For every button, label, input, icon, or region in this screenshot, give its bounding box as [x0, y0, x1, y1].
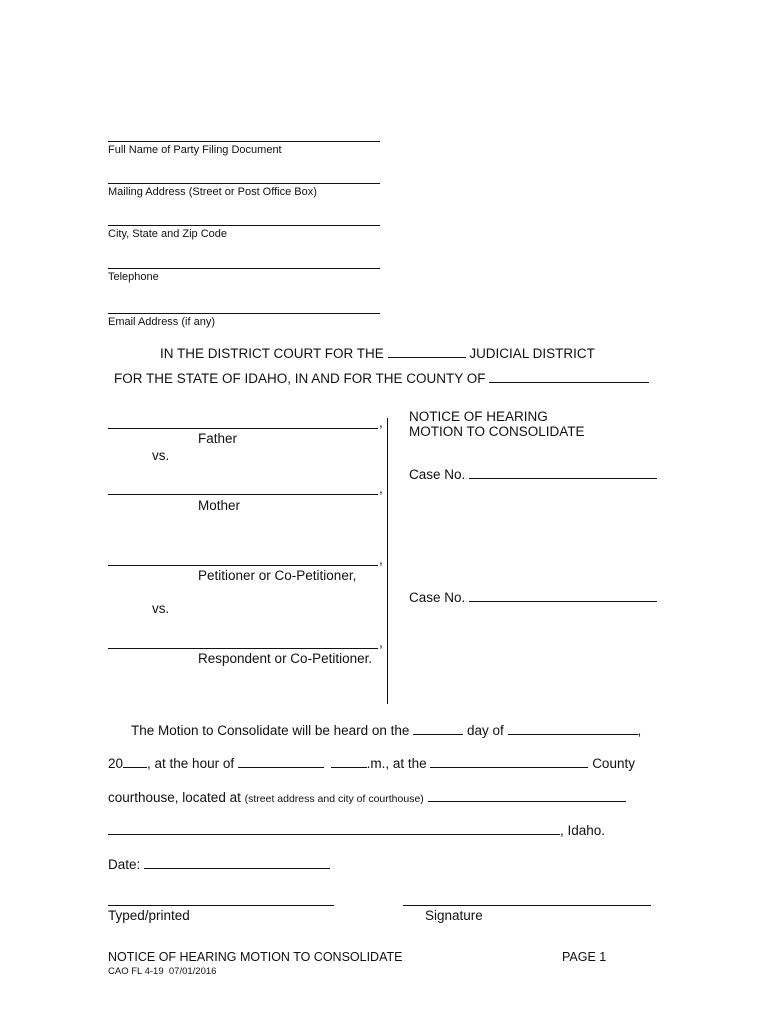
petitioner-label: Petitioner or Co-Petitioner, [198, 568, 357, 583]
case-no-1 [409, 467, 657, 482]
mother-label: Mother [198, 498, 241, 513]
hearing-text-3b: (street address and city of courthouse) [244, 793, 424, 805]
hearing-text-1c: , [637, 723, 642, 738]
hearing-text-1a: The Motion to Consolidate will be heard on the [131, 723, 410, 738]
hearing-county-blank[interactable] [430, 766, 588, 768]
court-line-2-text: FOR THE STATE OF IDAHO, IN AND FOR THE COUNTY OF [114, 371, 486, 386]
court-line-1 [160, 346, 595, 361]
mailing-address-line[interactable] [108, 183, 380, 184]
typed-printed-label: Typed/printed [108, 908, 190, 923]
hearing-year-blank[interactable] [123, 766, 147, 768]
footer-page: PAGE 1 [562, 950, 607, 964]
footer-title: NOTICE OF HEARING MOTION TO CONSOLIDATE [108, 950, 403, 964]
court-line-1-end: JUDICIAL DISTRICT [469, 346, 595, 361]
respondent-name-line[interactable] [108, 648, 378, 649]
signature-label: Signature [425, 908, 483, 923]
full-name-label: Full Name of Party Filing Document [108, 144, 282, 156]
case-no-2 [409, 590, 657, 605]
hearing-month-blank[interactable] [508, 733, 638, 735]
vs-label-2: vs. [152, 601, 170, 616]
court-line-2 [114, 371, 649, 386]
petitioner-name-line[interactable] [108, 565, 378, 566]
hearing-line-2 [108, 756, 635, 771]
hearing-hour-blank[interactable] [238, 766, 324, 768]
date-blank[interactable] [144, 867, 330, 869]
hearing-text-2b: , at the hour of [147, 756, 235, 771]
respondent-label: Respondent or Co-Petitioner. [198, 651, 373, 666]
caption-divider [387, 418, 388, 704]
city-state-zip-label: City, State and Zip Code [108, 228, 228, 240]
telephone-line[interactable] [108, 268, 380, 269]
hearing-text-2d: County [592, 756, 635, 771]
email-line[interactable] [108, 313, 380, 314]
district-blank[interactable] [388, 356, 466, 358]
mother-name-line[interactable] [108, 494, 378, 495]
courthouse-city-blank[interactable] [108, 833, 560, 835]
full-name-line[interactable] [108, 141, 380, 142]
date-label: Date: [108, 857, 141, 872]
hearing-text-1b: day of [466, 723, 504, 738]
vs-label-1: vs. [152, 448, 170, 463]
hearing-am-pm-blank[interactable] [331, 766, 367, 768]
case-no-1-blank[interactable] [469, 477, 657, 479]
county-blank[interactable] [489, 381, 649, 383]
title-line-1: NOTICE OF HEARING [409, 409, 548, 424]
case-no-2-blank[interactable] [469, 600, 657, 602]
telephone-label: Telephone [108, 271, 159, 283]
title-line-2: MOTION TO CONSOLIDATE [409, 424, 585, 439]
signature-line[interactable] [403, 905, 651, 906]
email-label: Email Address (if any) [108, 316, 215, 328]
courthouse-address-blank[interactable] [428, 800, 626, 802]
hearing-line-1 [131, 723, 641, 738]
city-state-zip-line[interactable] [108, 225, 380, 226]
typed-name-line[interactable] [108, 905, 334, 906]
father-name-line[interactable] [108, 428, 378, 429]
mother-comma: , [379, 481, 383, 496]
court-line-1-start: IN THE DISTRICT COURT FOR THE [160, 346, 384, 361]
hearing-text-4: , Idaho. [560, 823, 606, 838]
father-label: Father [198, 431, 238, 446]
petitioner-comma: , [379, 552, 383, 567]
date-row [108, 857, 330, 872]
case-no-2-label: Case No. [409, 590, 466, 605]
hearing-day-blank[interactable] [413, 733, 463, 735]
hearing-line-3 [108, 790, 626, 805]
case-no-1-label: Case No. [409, 467, 466, 482]
footer-form-id: CAO FL 4-19 07/01/2016 [108, 966, 217, 977]
hearing-line-4 [108, 823, 605, 838]
mailing-address-label: Mailing Address (Street or Post Office Box) [108, 186, 317, 198]
hearing-text-2a: 20 [108, 756, 124, 771]
hearing-text-2c: .m., at the [366, 756, 427, 771]
father-comma: , [379, 415, 383, 430]
hearing-text-3a: courthouse, located at [108, 790, 241, 805]
respondent-comma: , [379, 635, 383, 650]
